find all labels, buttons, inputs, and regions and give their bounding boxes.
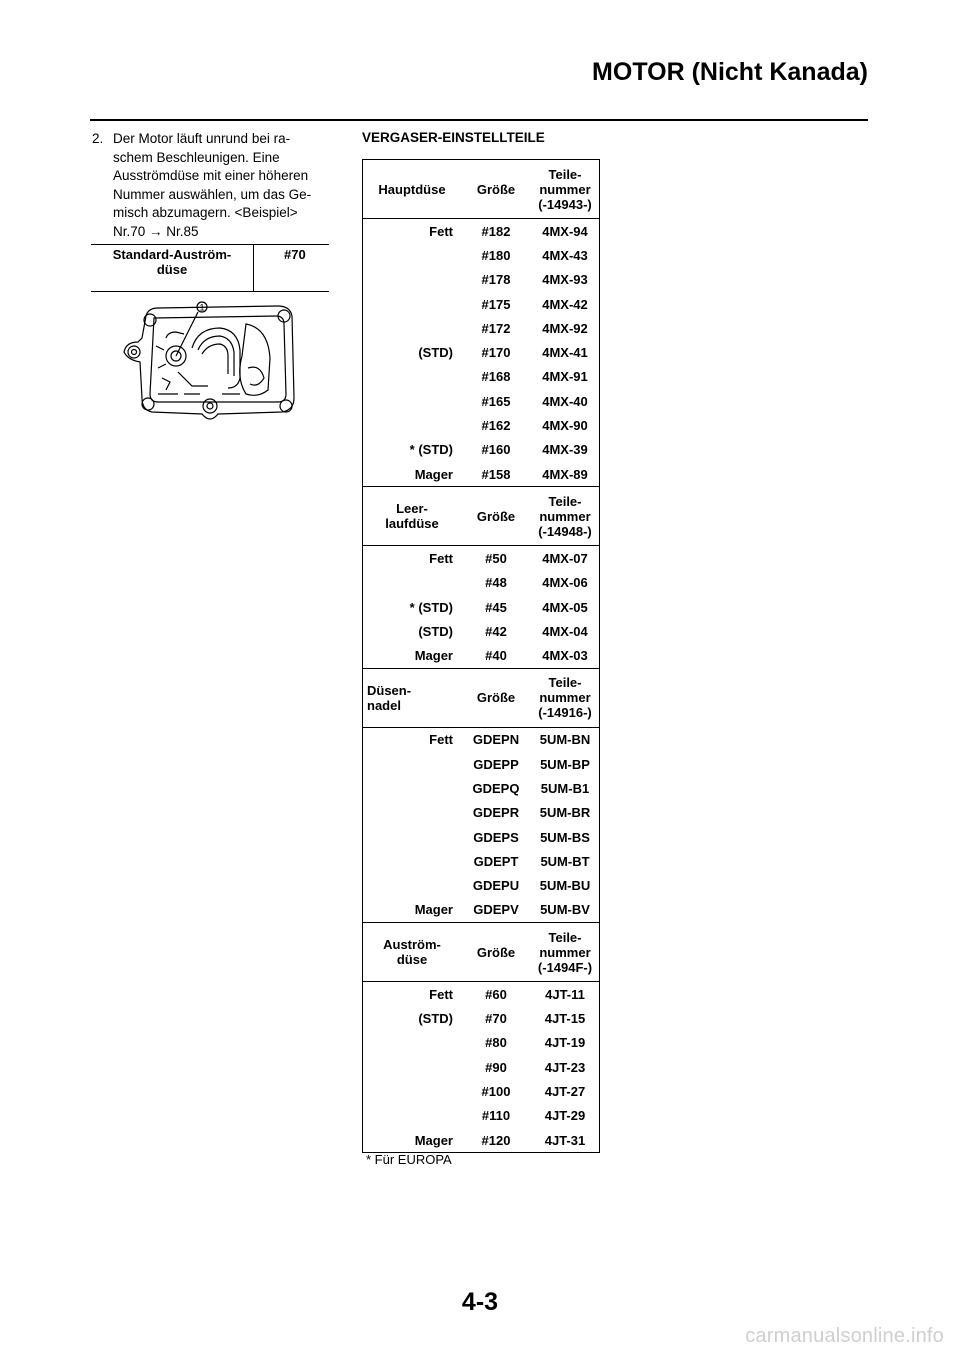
page-number: 4-3 — [461, 1288, 499, 1316]
size-cell: GDEPR — [472, 805, 520, 821]
size-cell: #90 — [485, 1059, 507, 1075]
column-header: Größe — [461, 923, 531, 982]
section-title: VERGASER-EINSTELLTEILE — [362, 130, 545, 145]
mixture-cell — [363, 849, 462, 873]
table-row — [363, 752, 600, 776]
table-row — [363, 982, 600, 1007]
column-header: Teile- nummer (-1494F-) — [531, 923, 600, 982]
part-number-cell: 5UM-BV — [531, 898, 600, 923]
table-row — [363, 776, 600, 800]
size-cell: #42 — [485, 623, 507, 639]
table-row — [363, 801, 600, 825]
table-row — [363, 316, 600, 340]
table-header-row — [363, 668, 600, 727]
mixture-cell: Mager — [363, 1128, 462, 1153]
size-cell: #48 — [485, 575, 507, 591]
table-row — [363, 619, 600, 643]
part-number-cell: 4MX-03 — [531, 643, 600, 668]
part-number-cell: 4MX-04 — [531, 619, 600, 643]
table-row — [363, 438, 600, 462]
table-row — [363, 825, 600, 849]
procedure-step — [92, 130, 342, 242]
header-rule — [90, 119, 868, 121]
standard-jet-table — [91, 244, 329, 292]
table-row — [363, 243, 600, 267]
mixture-cell — [363, 825, 462, 849]
step-number: 2. — [92, 131, 104, 146]
column-header: Düsen- nadel — [363, 668, 462, 727]
table-row — [363, 849, 600, 873]
mixture-cell: * (STD) — [363, 438, 462, 462]
part-number-cell: 4MX-89 — [531, 462, 600, 487]
part-number-cell: 4JT-27 — [531, 1079, 600, 1103]
size-cell: #158 — [481, 466, 511, 482]
part-number-cell: 4MX-06 — [531, 571, 600, 595]
size-cell: GDEPQ — [472, 780, 520, 796]
column-header: Größe — [461, 668, 531, 727]
mixture-cell — [363, 365, 462, 389]
size-cell: GDEPP — [473, 756, 519, 772]
part-number-cell: 5UM-BU — [531, 874, 600, 898]
size-cell: #165 — [481, 393, 511, 409]
part-number-cell: 4MX-43 — [531, 243, 600, 267]
table-row — [363, 1006, 600, 1030]
table-row — [363, 571, 600, 595]
table-row — [363, 413, 600, 437]
table-row — [363, 546, 600, 571]
mixture-cell — [363, 1031, 462, 1055]
mixture-cell: * (STD) — [363, 595, 462, 619]
mixture-cell: Mager — [363, 898, 462, 923]
size-cell: GDEPT — [473, 853, 519, 869]
size-cell: GDEPN — [472, 732, 520, 748]
mixture-cell — [363, 413, 462, 437]
table-row — [363, 898, 600, 923]
table-row — [363, 595, 600, 619]
part-number-cell: 4JT-11 — [531, 982, 600, 1007]
standard-jet-row — [91, 245, 329, 292]
part-number-cell: 4JT-31 — [531, 1128, 600, 1153]
column-header: Hauptdüse — [363, 160, 462, 219]
carburetor-parts-table — [362, 159, 600, 1153]
size-cell: #80 — [485, 1035, 507, 1051]
table-row — [363, 389, 600, 413]
table-row — [363, 340, 600, 364]
mixture-cell — [363, 1079, 462, 1103]
table-row — [363, 1104, 600, 1128]
size-cell: #172 — [481, 320, 511, 336]
column-header: Leer- laufdüse — [363, 487, 462, 546]
mixture-cell: (STD) — [363, 340, 462, 364]
mixture-cell — [363, 389, 462, 413]
size-cell: #168 — [481, 369, 511, 385]
table-row — [363, 462, 600, 487]
size-cell: #70 — [485, 1011, 507, 1027]
part-number-cell: 4JT-15 — [531, 1006, 600, 1030]
part-number-cell: 4MX-07 — [531, 546, 600, 571]
table-row — [363, 874, 600, 898]
mixture-cell: Mager — [363, 462, 462, 487]
mixture-cell — [363, 752, 462, 776]
mixture-cell — [363, 292, 462, 316]
size-cell: #40 — [485, 648, 507, 664]
size-cell: #170 — [481, 345, 511, 361]
table-row — [363, 1031, 600, 1055]
size-cell: #60 — [485, 986, 507, 1002]
mixture-cell — [363, 1104, 462, 1128]
part-number-cell: 4MX-92 — [531, 316, 600, 340]
size-cell: #180 — [481, 247, 511, 263]
table-row — [363, 365, 600, 389]
size-cell: GDEPU — [472, 878, 520, 894]
size-cell: GDEPS — [473, 829, 519, 845]
table-row — [363, 268, 600, 292]
mixture-cell — [363, 571, 462, 595]
column-header: Größe — [461, 160, 531, 219]
step-text: Der Motor läuft unrund bei ra- schem Beschleunigen. Eine Ausströmdüse mit einer höheren Nummer auswählen, um das Ge- misch abzumagern. <Beispiel> Nr.70 → Nr.85 — [113, 131, 312, 239]
part-number-cell: 5UM-BP — [531, 752, 600, 776]
table-row — [363, 643, 600, 668]
part-number-cell: 4MX-41 — [531, 340, 600, 364]
mixture-cell: Fett — [363, 982, 462, 1007]
part-number-cell: 4JT-19 — [531, 1031, 600, 1055]
table-header-row — [363, 160, 600, 219]
mixture-cell — [363, 243, 462, 267]
part-number-cell: 4JT-29 — [531, 1104, 600, 1128]
part-number-cell: 4MX-05 — [531, 595, 600, 619]
part-number-cell: 4MX-94 — [531, 219, 600, 244]
size-cell: #162 — [481, 418, 511, 434]
column-header: Größe — [461, 487, 531, 546]
part-number-cell: 4MX-91 — [531, 365, 600, 389]
table-row — [363, 219, 600, 244]
size-cell: #182 — [481, 223, 511, 239]
size-cell: #110 — [481, 1108, 511, 1124]
mixture-cell — [363, 1055, 462, 1079]
mixture-cell: (STD) — [363, 619, 462, 643]
part-number-cell: 4MX-39 — [531, 438, 600, 462]
table-header-row — [363, 487, 600, 546]
size-cell: #160 — [481, 442, 511, 458]
table-row — [363, 1128, 600, 1153]
mixture-cell — [363, 801, 462, 825]
part-number-cell: 5UM-BS — [531, 825, 600, 849]
size-cell: #45 — [485, 599, 507, 615]
part-number-cell: 5UM-BT — [531, 849, 600, 873]
part-number-cell: 5UM-BR — [531, 801, 600, 825]
table-row — [363, 1055, 600, 1079]
part-number-cell: 4MX-90 — [531, 413, 600, 437]
size-cell: #175 — [481, 296, 511, 312]
mixture-cell — [363, 874, 462, 898]
watermark: carmanualsonline.info — [745, 1325, 944, 1347]
size-cell: #100 — [481, 1083, 511, 1099]
callout-number: 1 — [199, 302, 205, 313]
part-number-cell: 5UM-BN — [531, 727, 600, 752]
size-cell: #178 — [481, 272, 511, 288]
mixture-cell: (STD) — [363, 1006, 462, 1030]
table-row — [363, 727, 600, 752]
mixture-cell — [363, 268, 462, 292]
footnote: * Für EUROPA — [366, 1152, 452, 1167]
mixture-cell — [363, 776, 462, 800]
mixture-cell: Fett — [363, 727, 462, 752]
table-row — [363, 1079, 600, 1103]
part-number-cell: 4MX-93 — [531, 268, 600, 292]
part-number-cell: 4MX-40 — [531, 389, 600, 413]
table-row — [363, 292, 600, 316]
size-cell: #120 — [461, 1128, 531, 1153]
standard-jet-label: Standard-Auström- düse — [91, 245, 254, 292]
table-header-row — [363, 923, 600, 982]
mixture-cell: Fett — [363, 219, 462, 244]
size-cell: #50 — [485, 550, 507, 566]
mixture-cell: Mager — [363, 643, 462, 668]
page-title: MOTOR (Nicht Kanada) — [592, 58, 868, 86]
size-cell: GDEPV — [473, 902, 519, 918]
part-number-cell: 4JT-23 — [531, 1055, 600, 1079]
part-number-cell: 5UM-B1 — [531, 776, 600, 800]
column-header: Teile- nummer (-14943-) — [531, 160, 600, 219]
column-header: Auström- düse — [363, 923, 462, 982]
part-number-cell: 4MX-42 — [531, 292, 600, 316]
mixture-cell: Fett — [363, 546, 462, 571]
mixture-cell — [363, 316, 462, 340]
standard-jet-value: #70 — [254, 245, 330, 292]
column-header: Teile- nummer (-14948-) — [531, 487, 600, 546]
column-header: Teile- nummer (-14916-) — [531, 668, 600, 727]
carburetor-illustration — [118, 298, 308, 426]
